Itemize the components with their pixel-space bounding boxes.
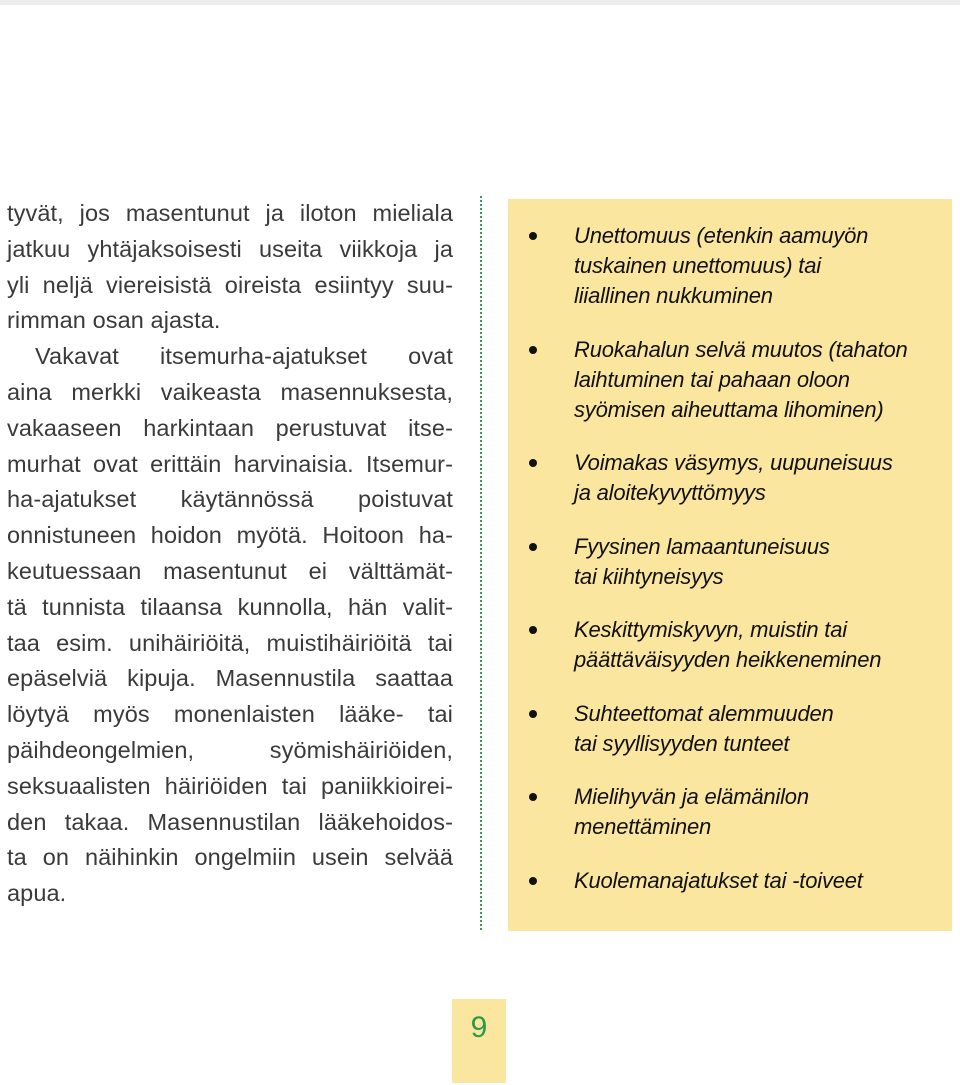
body-text-line: onnistuneen hoidon myötä. Hoitoon ha-: [7, 522, 453, 549]
body-text-line: päihdeongelmien, syömishäiriöiden,: [7, 736, 453, 763]
symptom-text-line: liiallinen nukkuminen: [574, 283, 773, 308]
body-text-line: taa esim. unihäiriöitä, muistihäiriöitä tai: [7, 629, 453, 656]
page-number: 9: [452, 999, 506, 1083]
symptom-text-line: Unettomuus (etenkin aamuyön: [574, 223, 869, 248]
bullet-icon: [529, 543, 537, 551]
body-text-line: epäselviä kipuja. Masennustila saattaa: [7, 665, 453, 692]
symptom-item-concentration: [508, 615, 952, 675]
symptom-text-line: Fyysinen lamaantuneisuus: [574, 533, 830, 559]
symptom-item-worthlessness: [508, 699, 952, 759]
symptom-text-line: menettäminen: [574, 814, 712, 839]
body-text-line: tyvät, jos masentunut ja iloton mieliala: [7, 200, 453, 226]
symptom-item-death-thoughts: [508, 866, 952, 896]
body-text-line: ta on näihinkin ongelmiin usein selvää: [7, 844, 453, 871]
bullet-icon: [529, 793, 537, 801]
body-text-line: jatkuu yhtäjaksoisesti useita viikkoja ja: [7, 235, 453, 262]
symptom-item-appetite: [508, 335, 952, 425]
bullet-icon: [529, 459, 537, 467]
symptom-text-line: Mielihyvän ja elämänilon: [574, 784, 809, 809]
bullet-icon: [529, 626, 537, 634]
symptom-text-line: päättäväisyyden heikkeneminen: [574, 647, 882, 672]
body-text-line: aina merkki vaikeasta masennuksesta,: [7, 378, 453, 405]
body-text-column: [7, 196, 453, 912]
body-text-line: rimman osan ajasta.: [7, 307, 221, 334]
symptom-text-line: laihtuminen tai pahaan oloon: [574, 366, 850, 392]
symptom-item-insomnia: [508, 221, 952, 311]
symptom-text-line: ja aloitekyvyttömyys: [574, 480, 766, 505]
symptom-text-line: tai kiihtyneisyys: [574, 563, 724, 589]
symptom-text-line: Kuolemanajatukset tai -toiveet: [574, 867, 863, 893]
body-text-line: den takaa. Masennustilan lääkehoidos-: [7, 808, 453, 835]
body-text-line: Vakavat itsemurha-ajatukset ovat: [35, 343, 453, 370]
symptom-list: [508, 221, 952, 919]
symptom-text-line: Ruokahalun selvä muutos (tahaton: [574, 336, 908, 362]
symptom-text-line: tai syyllisyyden tunteet: [574, 730, 790, 756]
symptom-item-anhedonia: [508, 782, 952, 842]
bullet-icon: [529, 877, 537, 885]
body-text-line: löytyä myös monenlaisten lääke- tai: [7, 701, 453, 728]
symptom-text-line: syömisen aiheuttama lihominen): [574, 396, 884, 422]
bullet-icon: [529, 710, 537, 718]
symptom-item-fatigue: [508, 448, 952, 508]
body-text-line: apua.: [7, 880, 67, 907]
symptom-text-line: tuskainen unettomuus) tai: [574, 253, 821, 278]
body-text-line: seksuaalisten häiriöiden tai paniikkioirei-: [7, 772, 453, 799]
body-text-line: keutuessaan masentunut ei välttämät-: [7, 557, 453, 584]
symptom-item-psychomotor: [508, 532, 952, 592]
symptom-text-line: Keskittymiskyvyn, muistin tai: [574, 617, 847, 642]
top-rule: [0, 0, 960, 5]
bullet-icon: [529, 232, 537, 240]
body-text-line: tä tunnista tilaansa kunnolla, hän valit-: [7, 593, 453, 620]
body-text-line: murhat ovat erittäin harvinaisia. Itsemur-: [7, 450, 453, 477]
symptom-text-line: Voimakas väsymys, uupuneisuus: [574, 450, 893, 475]
body-text-line: ha-ajatukset käytännössä poistuvat: [7, 486, 453, 513]
bullet-icon: [529, 346, 537, 354]
body-text-line: yli neljä viereisistä oireista esiintyy suu-: [7, 271, 453, 298]
body-text-line: vakaaseen harkintaan perustuvat itse-: [7, 414, 453, 441]
symptom-text-line: Suhteettomat alemmuuden: [574, 700, 834, 726]
column-divider: [480, 196, 482, 930]
symptom-box: [508, 199, 952, 931]
